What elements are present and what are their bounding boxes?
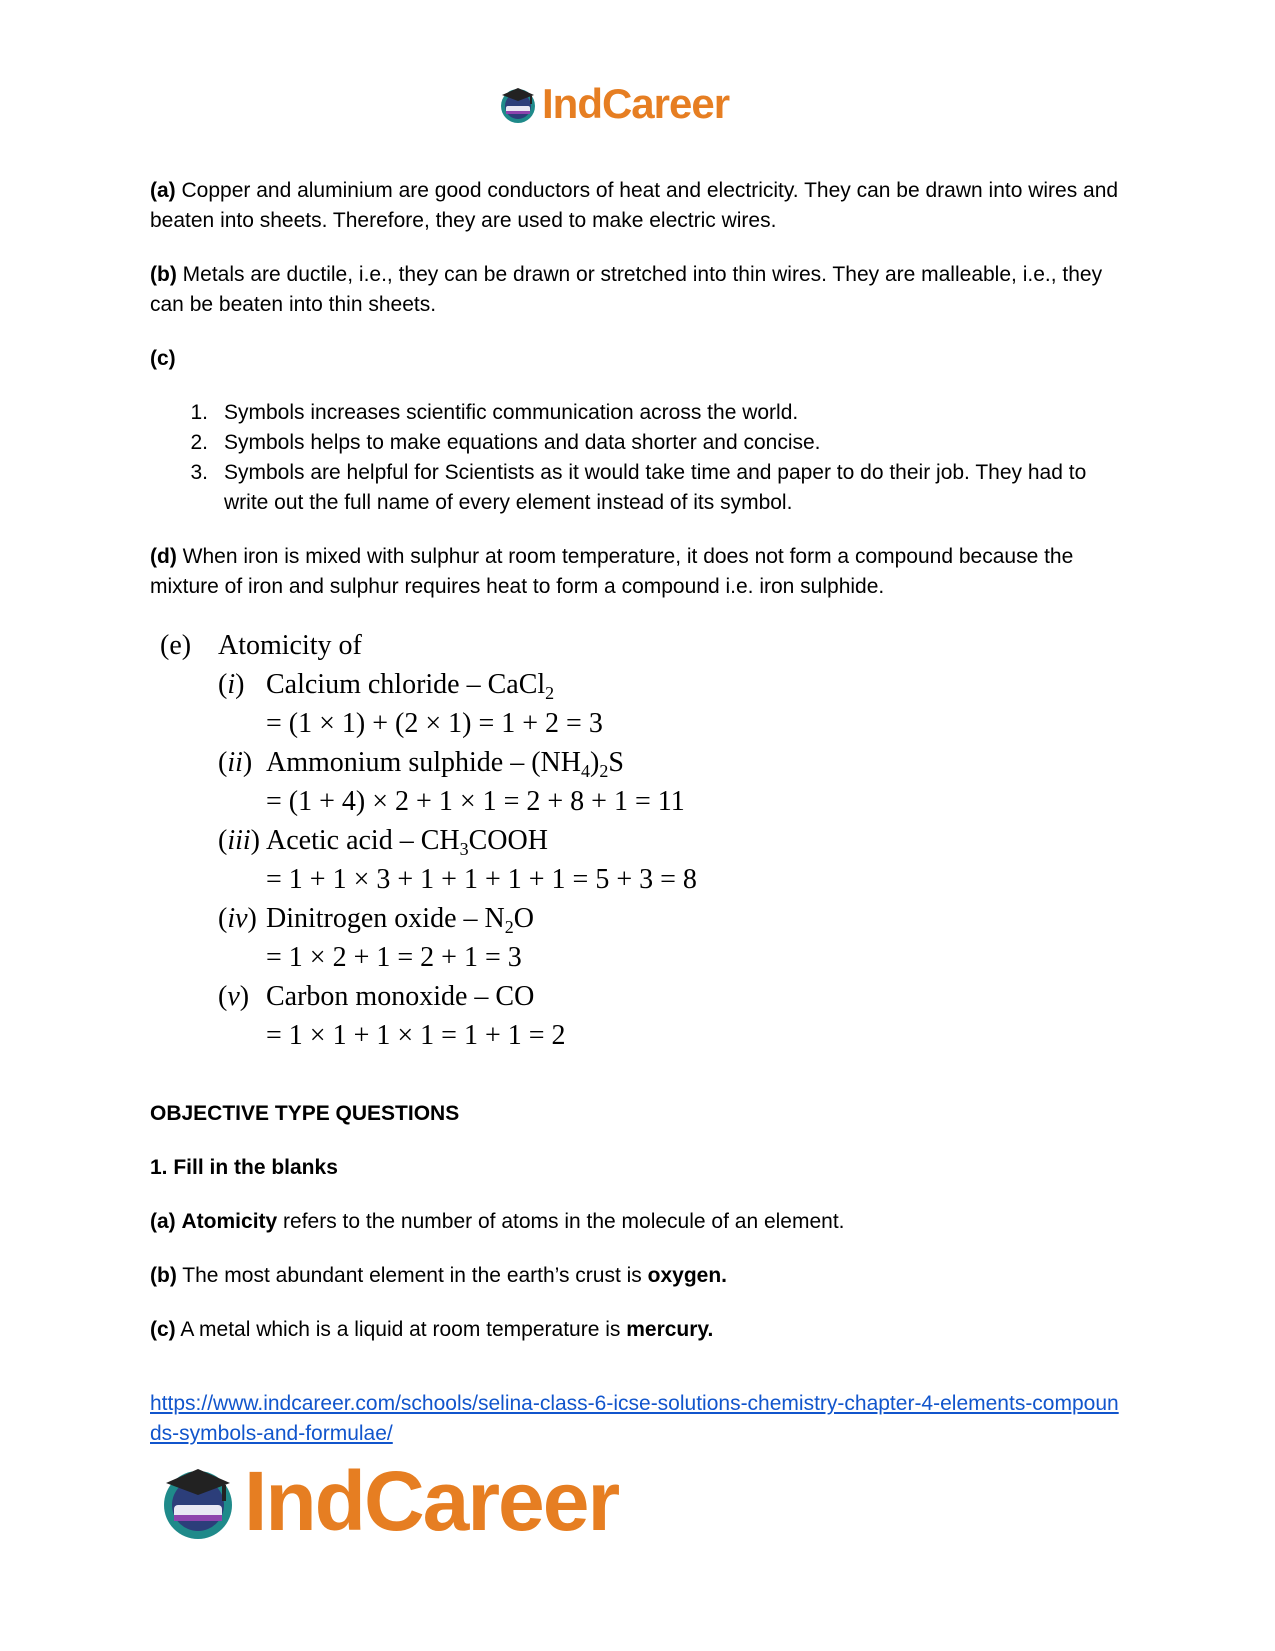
atomicity-block — [160, 626, 1130, 1055]
graduation-cap-icon — [498, 84, 538, 124]
list-item — [150, 428, 1130, 458]
atomicity-title-row — [160, 626, 1130, 665]
list-text: Symbols increases scientific communication across the world. — [224, 401, 799, 424]
atomicity-item — [160, 743, 1130, 782]
answer-text: Copper and aluminium are good conductors of heat and electricity. They can be drawn into wires and beaten into sheets. Therefore, they are used to make electric wires. — [150, 179, 1119, 232]
fill-blank-b — [150, 1261, 1130, 1291]
document-body — [150, 176, 1130, 1449]
answer-label: (b) — [150, 263, 177, 286]
roman-label: (ii) — [218, 747, 253, 778]
question-heading: 1. Fill in the blanks — [150, 1156, 338, 1179]
answer-label: (c) — [150, 347, 176, 370]
logo-wordmark: IndCareer — [244, 1453, 619, 1548]
answer-text: The most abundant element in the earth’s crust is — [176, 1264, 648, 1287]
atomicity-calc: = (1 × 1) + (2 × 1) = 1 + 2 = 3 — [266, 708, 603, 739]
atomicity-calc: = 1 × 2 + 1 = 2 + 1 = 3 — [266, 942, 522, 973]
atomicity-calc: = 1 × 1 + 1 × 1 = 1 + 1 = 2 — [266, 1020, 566, 1051]
answer-label: (b) — [150, 1264, 177, 1287]
fill-blank-c — [150, 1315, 1130, 1345]
atomicity-calc: = (1 + 4) × 2 + 1 × 1 = 2 + 8 + 1 = 11 — [266, 786, 685, 817]
roman-label: (iv) — [218, 903, 257, 934]
answer-text: Metals are ductile, i.e., they can be drawn or stretched into thin wires. They are malleable, i.e., they can be beaten into thin sheets. — [150, 263, 1103, 316]
list-item — [150, 458, 1130, 518]
answer-label: (c) — [150, 1318, 176, 1341]
list-number: 3. — [190, 461, 208, 484]
answer-a — [150, 176, 1130, 236]
answer-label: (a) — [150, 179, 176, 202]
header-logo — [498, 80, 729, 128]
answer-text: A metal which is a liquid at room temperature is — [175, 1318, 627, 1341]
atomicity-item — [160, 665, 1130, 704]
answer-keyword: Atomicity — [181, 1210, 278, 1233]
roman-label: (v) — [218, 981, 250, 1012]
answer-label: (d) — [150, 545, 177, 568]
list-text: Symbols helps to make equations and data shorter and concise. — [224, 431, 821, 454]
logo-wordmark: IndCareer — [542, 80, 730, 127]
answer-label: (e) — [160, 630, 192, 661]
atomicity-item — [160, 899, 1130, 938]
fill-blank-a — [150, 1207, 1130, 1237]
section-heading: OBJECTIVE TYPE QUESTIONS — [150, 1102, 460, 1125]
roman-label: (iii) — [218, 825, 260, 856]
answer-d — [150, 542, 1130, 602]
answer-label: (a) — [150, 1210, 176, 1233]
compound-name: Ammonium sulphide – $(NH_4)_2S$ — [266, 747, 624, 781]
source-link-line — [150, 1389, 1130, 1449]
graduation-cap-icon — [158, 1461, 238, 1541]
answer-text: refers to the number of atoms in the molecule of an element. — [277, 1210, 845, 1233]
atomicity-title: Atomicity of — [218, 630, 362, 661]
symbols-list — [150, 398, 1130, 518]
atomicity-item — [160, 977, 1130, 1016]
compound-name: Calcium chloride – CaCl$_2$ — [266, 669, 555, 703]
answer-keyword: mercury. — [626, 1318, 714, 1341]
roman-label: (i) — [218, 669, 245, 700]
answer-c — [150, 344, 1130, 374]
answer-keyword: oxygen. — [647, 1264, 728, 1287]
answer-text: When iron is mixed with sulphur at room temperature, it does not form a compound because the mixture of iron and sulphur requires heat to form a compound i.e. iron sulphide. — [150, 545, 1074, 598]
footer-logo — [158, 1453, 619, 1548]
list-number: 2. — [190, 431, 208, 454]
list-text: Symbols are helpful for Scientists as it would take time and paper to do their job. They had to write out the full name of every element instead of its symbol. — [224, 461, 1087, 514]
atomicity-calc: = 1 + 1 × 3 + 1 + 1 + 1 + 1 = 5 + 3 = 8 — [266, 864, 697, 895]
list-item — [150, 398, 1130, 428]
source-link[interactable]: https://www.indcareer.com/schools/selina-class-6-icse-solutions-chemistry-chapter-4-elements-compounds-symbols-and-formulae/ — [150, 1392, 1119, 1445]
compound-name: Acetic acid – $CH_3COOH$ — [266, 825, 548, 859]
compound-name: Carbon monoxide – CO — [266, 981, 535, 1012]
answer-b — [150, 260, 1130, 320]
atomicity-item — [160, 821, 1130, 860]
compound-name: Dinitrogen oxide – $N_2O$ — [266, 903, 534, 937]
list-number: 1. — [190, 401, 208, 424]
